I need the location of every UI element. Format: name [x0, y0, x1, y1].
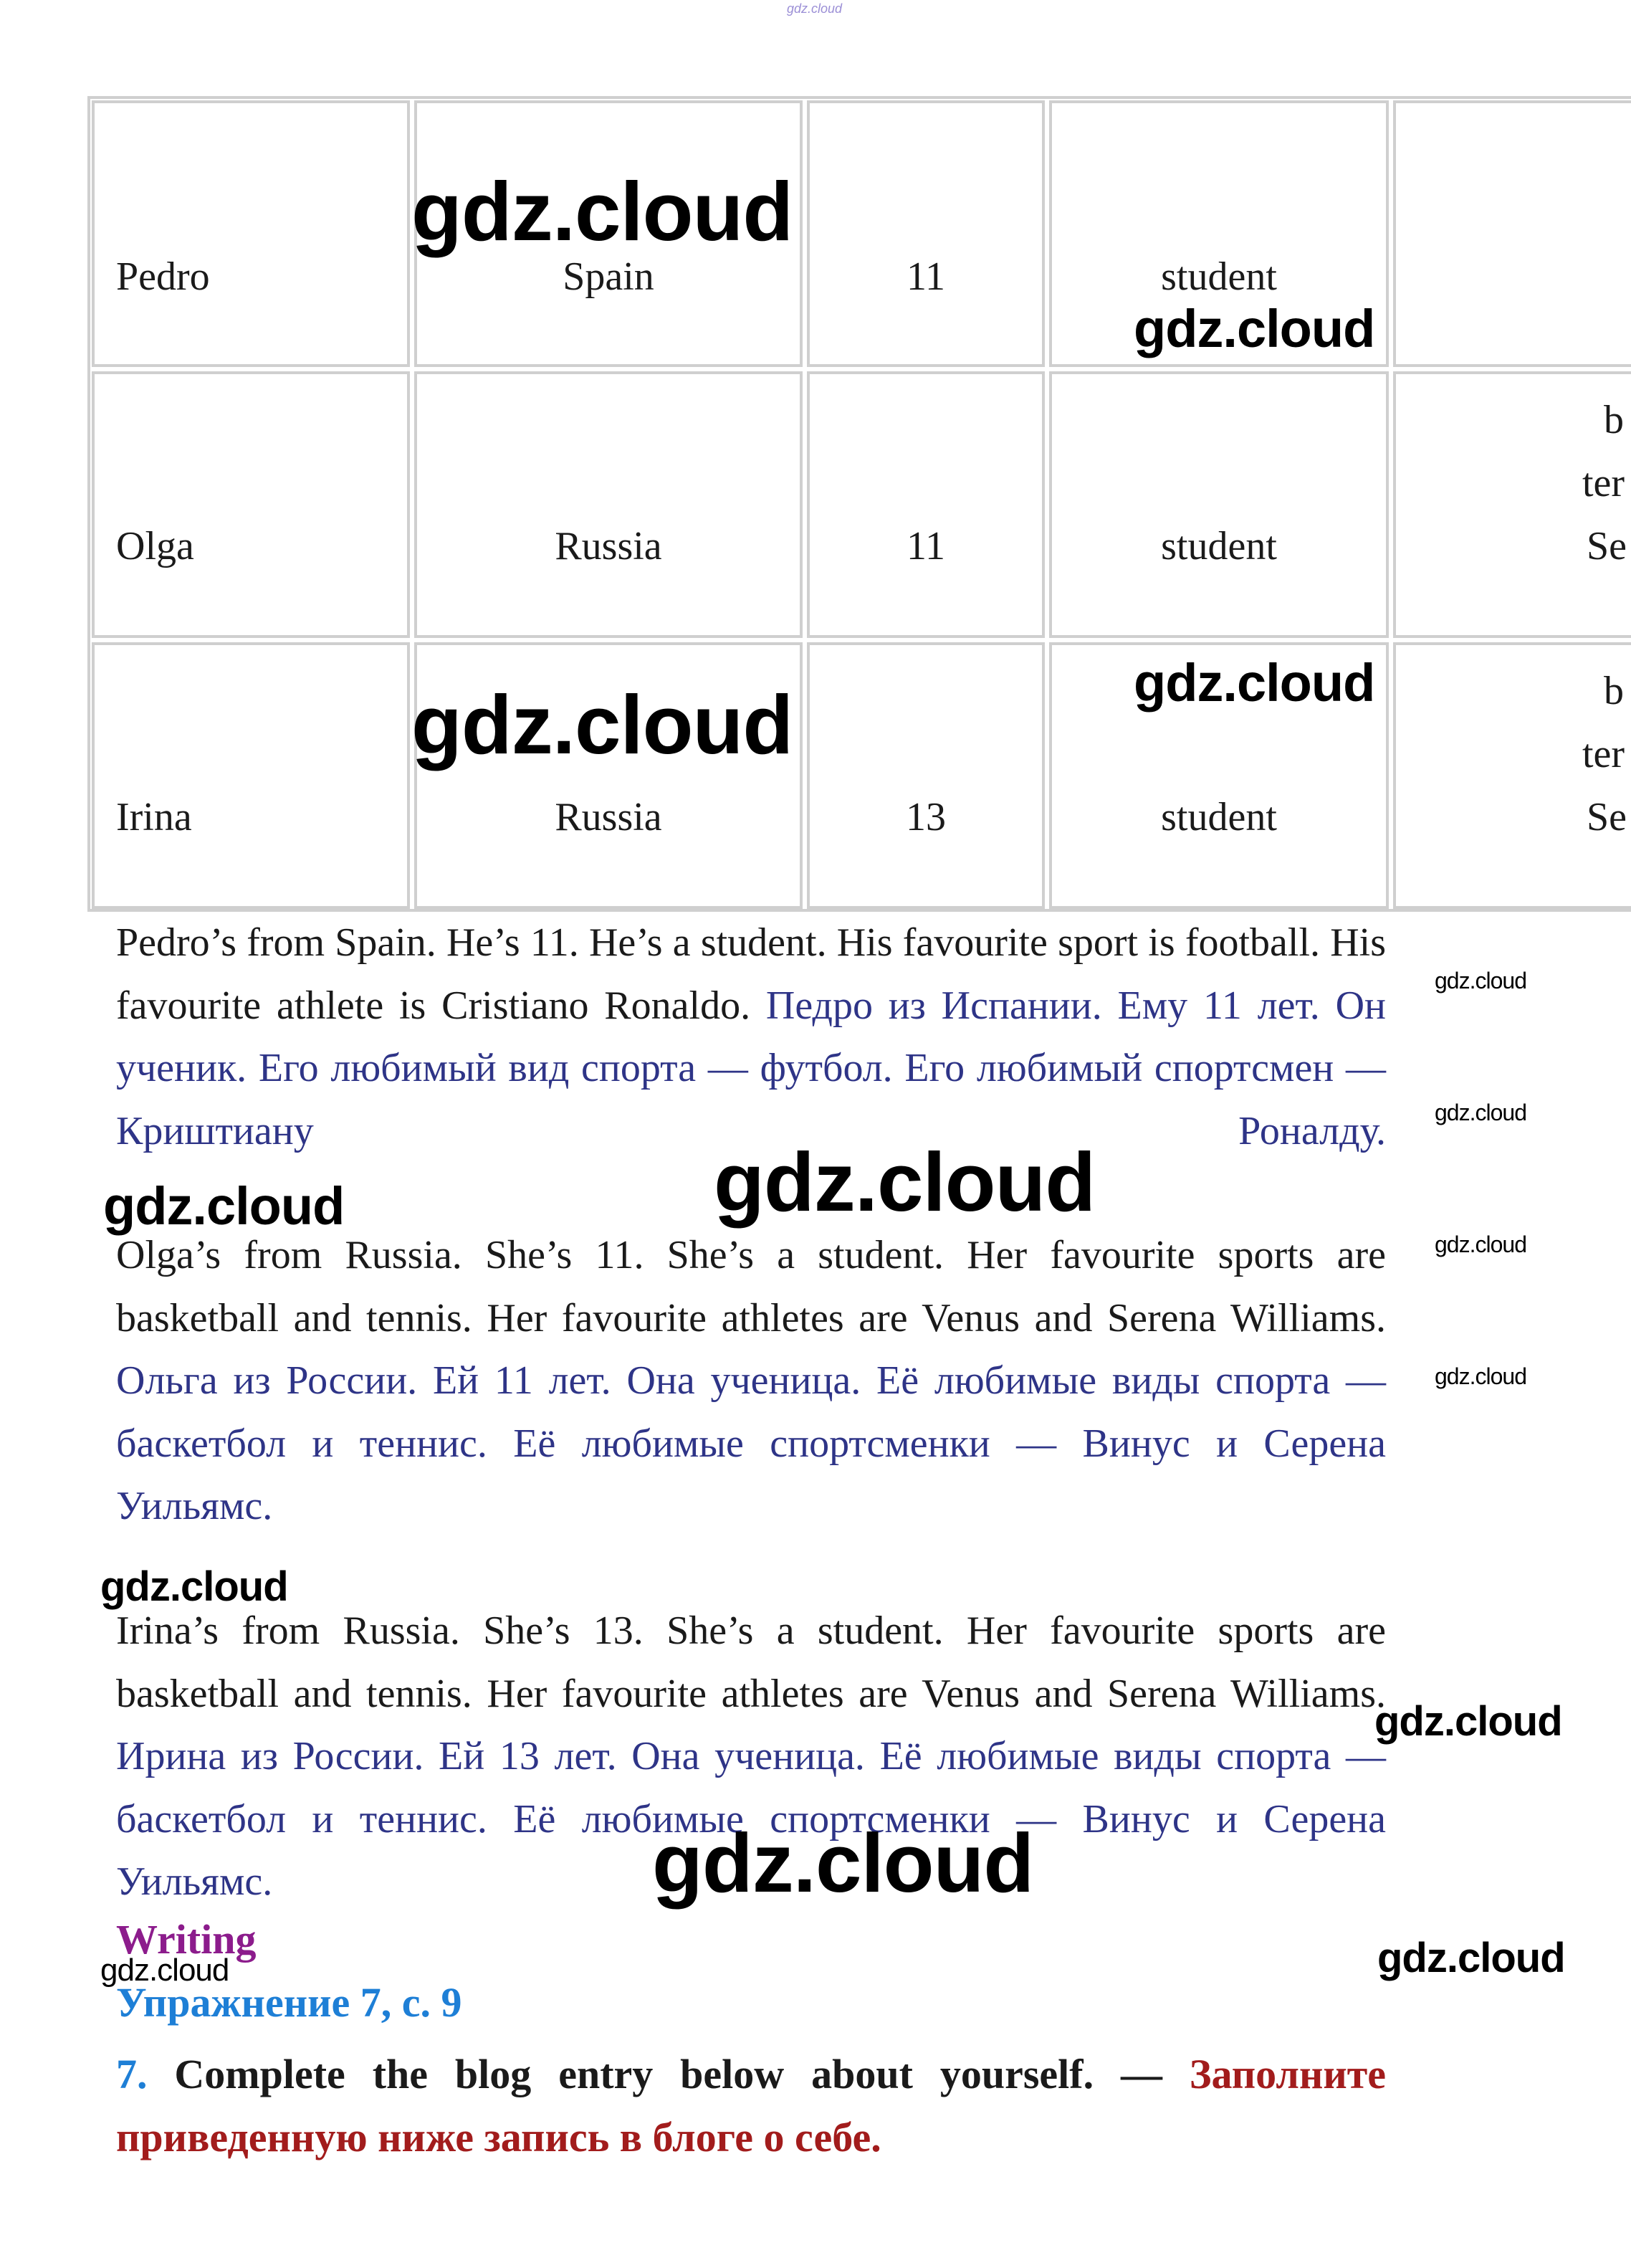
table-cell-name — [92, 371, 410, 638]
task-number: 7. — [116, 2051, 148, 2097]
table-cell-extra — [1393, 642, 1631, 909]
paragraph-english: Irina’s from Russia. She’s 13. She’s a student. Her favourite sports are basketball and tennis. Her favourite athletes are Venus and Serena Williams. — [116, 1609, 1386, 1716]
cell-age-olga: 11 — [907, 524, 945, 568]
watermark-logo: gdz.cloud — [1374, 1698, 1562, 1745]
watermark-logo: gdz.cloud — [411, 165, 793, 258]
watermark-logo: gdz.cloud — [1435, 968, 1526, 994]
table-cell-name — [92, 100, 410, 367]
people-table — [87, 96, 1631, 912]
watermark-logo: gdz.cloud — [100, 1563, 288, 1610]
section-heading-writing: Writing — [116, 1916, 257, 1963]
watermark-logo: gdz.cloud — [1377, 1935, 1565, 1981]
cell-country-pedro: Spain — [563, 254, 654, 299]
task-instruction — [116, 2043, 1386, 2169]
cell-name-pedro: Pedro — [116, 254, 210, 299]
watermark-logo: gdz.cloud — [1134, 653, 1375, 713]
task-english: Complete the blog entry below about yourself. — — [174, 2051, 1162, 2097]
watermark-logo: gdz.cloud — [103, 1176, 345, 1236]
paragraph-russian: Ольга из России. Ей 11 лет. Она ученица. Её любимые виды спорта — баскетбол и теннис. Её любимые спортсменки — Винус и Серена Уильямс. — [116, 1358, 1386, 1528]
table-cell-age — [807, 642, 1045, 909]
watermark-logo: gdz.cloud — [1435, 1231, 1526, 1257]
cell-name-irina: Irina — [116, 795, 192, 839]
paragraph-pedro — [116, 912, 1386, 1163]
paragraph-russian: Педро из Испании. Ему 11 лет. Он ученик. Его любимый вид спорта — футбол. Его любимый спортсмен — Криштиану Роналду. — [116, 983, 1387, 1153]
paragraph-russian: Ирина из России. Ей 13 лет. Она ученица. Её любимые виды спорта — баскетбол и теннис. Её любимые спортсменки — Винус и Серена Уильямс. — [116, 1734, 1386, 1904]
table-cell-country — [414, 371, 803, 638]
table-cell-job — [1049, 371, 1389, 638]
paragraph-english: Olga’s from Russia. She’s 11. She’s a student. Her favourite sports are basketball and tennis. Her favourite athletes are Venus and Serena Williams. — [116, 1233, 1386, 1340]
table-cell-age — [807, 371, 1045, 638]
cell-extra-line: ter — [1582, 732, 1625, 776]
table-cell-name — [92, 642, 410, 909]
paragraph-english: Pedro’s from Spain. He’s 11. He’s a student. His favourite sport is football. His favourite athlete is Cristiano Ronaldo. — [116, 920, 1386, 1028]
table-cell-extra — [1393, 371, 1631, 638]
table-cell-extra — [1393, 100, 1631, 367]
watermark-logo: gdz.cloud — [1435, 1363, 1526, 1389]
cell-age-irina: 13 — [906, 795, 946, 839]
cell-extra-line: b — [1604, 669, 1624, 713]
cell-country-olga: Russia — [555, 524, 662, 568]
task-russian: Заполните приведенную ниже запись в блоге о себе. — [116, 2051, 1387, 2160]
cell-extra-line: b — [1604, 398, 1624, 442]
cell-job-pedro: student — [1161, 254, 1277, 299]
cell-age-pedro: 11 — [907, 254, 945, 299]
cell-job-irina: student — [1161, 795, 1277, 839]
watermark-logo: gdz.cloud — [652, 1816, 1034, 1910]
watermark-logo: gdz.cloud — [1134, 299, 1375, 358]
paragraph-olga — [116, 1224, 1386, 1538]
watermark-logo: gdz.cloud — [714, 1135, 1096, 1229]
cell-extra-line: Se — [1587, 795, 1627, 839]
watermark-logo: gdz.cloud — [1435, 1100, 1526, 1125]
table-cell-age — [807, 100, 1045, 367]
watermark-logo: gdz.cloud — [100, 1953, 229, 1988]
watermark-logo: gdz.cloud — [411, 678, 793, 771]
cell-country-irina: Russia — [555, 795, 662, 839]
header-watermark: gdz.cloud — [787, 1, 843, 16]
cell-extra-line: ter — [1582, 461, 1625, 505]
cell-extra-line: Se — [1587, 524, 1627, 568]
cell-name-olga: Olga — [116, 524, 194, 568]
cell-job-olga: student — [1161, 524, 1277, 568]
exercise-heading: Упражнение 7, с. 9 — [116, 1979, 462, 2026]
